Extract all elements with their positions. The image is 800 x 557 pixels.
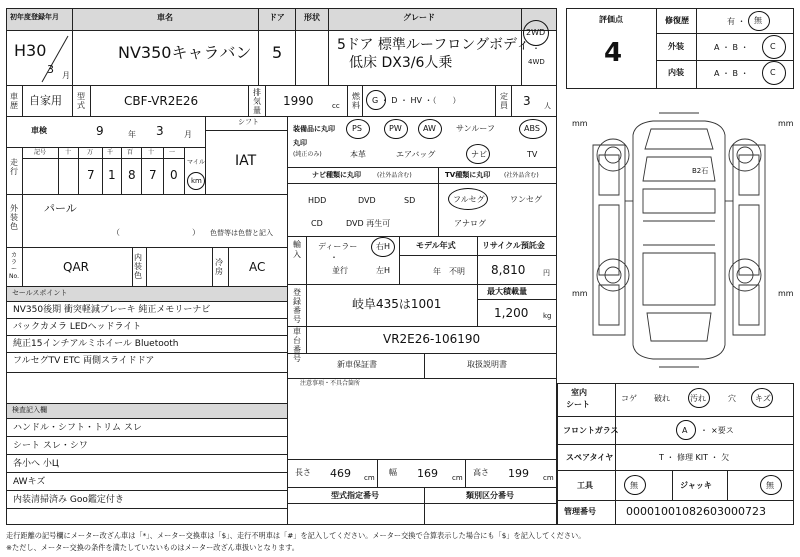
tv-title-sub: (社外品含む) bbox=[504, 172, 539, 179]
color-no: QAR bbox=[63, 260, 89, 274]
windshield-circled: A bbox=[682, 426, 688, 435]
repair-circled: 無 bbox=[754, 16, 762, 25]
ac-label: 冷房 bbox=[215, 258, 223, 276]
model: CBF-VR2E26 bbox=[124, 94, 199, 108]
equip-ps: PS bbox=[352, 124, 362, 133]
height-label: 高さ bbox=[473, 468, 489, 477]
grade-line1: 5ドア 標準ルーフロングボディ bbox=[337, 37, 530, 53]
tools-value: 無 bbox=[630, 481, 638, 490]
tv-title: TV種類に丸印 bbox=[445, 171, 491, 179]
digit-2: 1 bbox=[108, 168, 116, 182]
capacity: 3 bbox=[523, 94, 531, 108]
sheet-item-1: 破れ bbox=[654, 394, 670, 403]
import-label: 輸入 bbox=[293, 240, 301, 259]
checker-line-0: ハンドル・シフト・トリム スレ bbox=[13, 423, 142, 433]
management-value: 00001001082603000723 bbox=[626, 505, 766, 518]
spare-label: スペアタイヤ bbox=[566, 453, 614, 462]
sheet-item-4: キズ bbox=[755, 394, 771, 403]
length-label: 長さ bbox=[295, 468, 311, 477]
displacement: 1990 bbox=[283, 94, 314, 108]
notes-label: 注意事項・不具合箇所 bbox=[300, 380, 361, 387]
tv-oneseg: ワンセグ bbox=[510, 195, 542, 204]
sales-line-1: バックカメラ LEDヘッドライト bbox=[13, 322, 142, 332]
displacement-label: 排気量 bbox=[253, 88, 261, 115]
digit-4: 7 bbox=[149, 168, 157, 182]
sheet-item-3: 穴 bbox=[728, 394, 736, 403]
tools-label: 工具 bbox=[577, 481, 593, 490]
model-label: 型式 bbox=[77, 92, 85, 110]
navi-dvd-play: DVD 再生可 bbox=[346, 219, 391, 228]
length-unit: cm bbox=[364, 474, 375, 482]
yen-unit: 円 bbox=[543, 269, 550, 277]
digit-h-2: 万 bbox=[87, 149, 94, 156]
tv-analog: アナログ bbox=[454, 219, 486, 228]
inspection-label: 車検 bbox=[31, 126, 47, 135]
load: 1,200 bbox=[494, 306, 529, 320]
sheet-item-2: 汚れ bbox=[690, 394, 706, 403]
int-circled: C bbox=[770, 68, 776, 77]
registration-label: 登録番号 bbox=[293, 288, 301, 324]
tv-fullseg: フルセグ bbox=[453, 195, 485, 204]
car-damage-diagram bbox=[563, 105, 795, 375]
navi-title-sub: (社外品含む) bbox=[377, 172, 412, 179]
color-value: パール bbox=[44, 202, 77, 215]
grade-label: グレード bbox=[403, 13, 435, 22]
equip-tv: TV bbox=[527, 150, 538, 159]
length: 469 bbox=[330, 467, 351, 480]
import-dealer: ディーラー bbox=[318, 242, 358, 251]
digit-5: 0 bbox=[170, 168, 178, 182]
windshield-option: ×要ス bbox=[711, 426, 734, 435]
inspection-year: 9 bbox=[96, 124, 104, 138]
grade-line2: 低床 DX3/6人乗 bbox=[349, 55, 453, 71]
navi-cd: CD bbox=[311, 219, 323, 228]
capacity-label: 定員 bbox=[500, 92, 508, 110]
int-label: 内装 bbox=[668, 68, 684, 77]
height-unit: cm bbox=[543, 474, 554, 482]
new-car-warranty: 新車保証書 bbox=[337, 360, 377, 369]
digit-1: 7 bbox=[87, 168, 95, 182]
windshield-label: フロントガラス bbox=[563, 426, 619, 435]
equip-aw: AW bbox=[423, 124, 436, 133]
checker-label: 検査記入欄 bbox=[12, 406, 47, 414]
jack-value: 無 bbox=[766, 481, 774, 490]
int-opts: A ・ B ・ bbox=[714, 69, 749, 78]
model-year-label: モデル年式 bbox=[416, 241, 456, 250]
sales-line-3: フルセグTV ETC 両側スライドドア bbox=[13, 356, 155, 366]
ext-opts: A ・ B ・ bbox=[714, 43, 749, 52]
equip-leather: 本革 bbox=[350, 150, 366, 159]
fuel-label: 燃料 bbox=[352, 92, 360, 110]
usage: 自家用 bbox=[29, 94, 62, 107]
digit-3: 8 bbox=[128, 168, 136, 182]
drive-dot: ・ bbox=[532, 44, 540, 53]
repair-label: 修復歴 bbox=[665, 16, 689, 25]
mm-fr: mm bbox=[778, 119, 794, 128]
spare-opts: T ・ 修理 KIT ・ 欠 bbox=[659, 453, 730, 462]
capacity-unit: 人 bbox=[544, 102, 551, 110]
car-name-label: 車名 bbox=[157, 13, 173, 22]
manual: 取扱説明書 bbox=[467, 360, 507, 369]
recycle-label: リサイクル預託金 bbox=[482, 241, 545, 250]
ext-label: 外装 bbox=[668, 42, 684, 51]
color-label: 外装色 bbox=[10, 204, 18, 231]
interior-sheet-label-2: シート bbox=[566, 400, 590, 409]
km-label: km bbox=[191, 177, 202, 185]
month-unit: 月 bbox=[62, 71, 70, 80]
footer-line2: ※ただし、メーター交換の条件を満たしていないものはメーター改ざん車扱いとなります。 bbox=[6, 543, 299, 552]
checker-line-3: AWキズ bbox=[13, 477, 46, 487]
width-unit: cm bbox=[452, 474, 463, 482]
navi-sd: SD bbox=[404, 196, 416, 205]
import-dot: ・ bbox=[330, 253, 338, 262]
type-designation-label: 型式指定番号 bbox=[331, 491, 379, 500]
drive-2wd: 2WD bbox=[526, 28, 546, 37]
equip-abs: ABS bbox=[524, 124, 540, 133]
equipment-label-2: 丸印 bbox=[293, 139, 307, 147]
door-count: 5 bbox=[272, 43, 283, 62]
load-label: 最大積載量 bbox=[487, 287, 527, 296]
chassis: VR2E26-106190 bbox=[383, 332, 481, 346]
interior-sheet-label: 室内 bbox=[571, 388, 587, 397]
width: 169 bbox=[417, 467, 438, 480]
import-left: 左H bbox=[376, 266, 391, 275]
score-value: 4 bbox=[604, 38, 623, 68]
model-year: 年 不明 bbox=[433, 267, 465, 276]
equip-airbag: エアバッグ bbox=[396, 150, 436, 159]
score-label: 評価点 bbox=[599, 15, 623, 24]
sales-label: セールスポイント bbox=[12, 289, 68, 297]
equip-pw: PW bbox=[389, 124, 402, 133]
checker-line-2: 各小へ 小Ц bbox=[13, 459, 59, 469]
first-reg-label: 初年度登録年月 bbox=[10, 13, 59, 21]
digit-h-4: 百 bbox=[127, 149, 134, 156]
usage-label: 車歴 bbox=[10, 92, 18, 110]
sales-line-2: 純正15インチアルミホイール Bluetooth bbox=[13, 339, 179, 349]
mm-rr: mm bbox=[778, 289, 794, 298]
color-no-label: カラーNo. bbox=[9, 252, 19, 280]
mile-label: マイル bbox=[187, 159, 205, 166]
sales-line-0: NV350後期 衝突軽減ブレーキ 純正メモリーナビ bbox=[13, 305, 211, 315]
diagram-mark: B2石 bbox=[692, 167, 709, 175]
category-label: 類別区分番号 bbox=[466, 491, 514, 500]
repair-opts: 有 ・ bbox=[727, 17, 746, 26]
footer-line1: 走行距離の記号欄にメーター改ざん車は「*」、メーター交換車は「$」、走行不明車は「#」を記入してください。メーター交換で合算表示した場合にも「$」を記入してください。 bbox=[6, 531, 586, 540]
first-reg-month: 3 bbox=[47, 63, 54, 76]
equip-sunroof: サンルーフ bbox=[456, 124, 495, 133]
checker-line-1: シート スレ・シワ bbox=[13, 441, 88, 451]
equipment-sub: (純正のみ) bbox=[293, 151, 322, 158]
mm-fl: mm bbox=[572, 119, 588, 128]
import-right: 右H bbox=[376, 242, 391, 251]
ext-circled: C bbox=[770, 42, 776, 51]
equipment-label: 装備品に丸印 bbox=[293, 125, 335, 133]
navi-dvd: DVD bbox=[358, 196, 376, 205]
drive-4wd: 4WD bbox=[528, 58, 545, 66]
ac-value: AC bbox=[249, 260, 266, 274]
digit-h-6: 一 bbox=[169, 149, 176, 156]
management-label: 管理番号 bbox=[564, 507, 596, 516]
color-note-paren: （ ） bbox=[112, 228, 200, 237]
digit-h-5: 十 bbox=[148, 149, 155, 156]
fuel-options: G ・ D ・ HV ・（ ） bbox=[372, 96, 461, 105]
inspection-month: 3 bbox=[156, 124, 164, 138]
digit-h-0: 記号 bbox=[34, 149, 47, 156]
navi-hdd: HDD bbox=[308, 196, 327, 205]
interior-color-label: 内装色 bbox=[134, 253, 142, 280]
width-label: 幅 bbox=[389, 468, 397, 477]
recycle: 8,810 bbox=[491, 263, 526, 277]
registration: 岐阜435は1001 bbox=[352, 297, 442, 311]
import-parallel: 並行 bbox=[332, 266, 348, 275]
shape-label: 形状 bbox=[304, 13, 320, 22]
chassis-label: 車台番号 bbox=[293, 327, 301, 363]
mileage-label: 走行 bbox=[10, 158, 18, 176]
height: 199 bbox=[508, 467, 529, 480]
shift-label: シフト bbox=[238, 118, 259, 126]
first-reg-era: H30 bbox=[14, 41, 47, 60]
cc-unit: cc bbox=[332, 102, 340, 110]
shift: IAT bbox=[235, 153, 257, 169]
navi-title: ナビ種類に丸印 bbox=[312, 171, 361, 179]
sheet-item-0: コゲ bbox=[621, 394, 637, 403]
digit-h-3: 千 bbox=[107, 149, 114, 156]
color-note: 色替等は色替と記入 bbox=[210, 229, 273, 237]
jack-label: ジャッキ bbox=[680, 481, 712, 490]
kg-unit: kg bbox=[543, 312, 552, 320]
mm-rl: mm bbox=[572, 289, 588, 298]
inspection-month-unit: 月 bbox=[184, 130, 192, 139]
car-name: NV350キャラバン bbox=[118, 43, 252, 62]
door-label: ドア bbox=[269, 13, 285, 22]
windshield-dot: ・ bbox=[700, 426, 708, 435]
checker-line-4: 内装清掃済み Goo鑑定付き bbox=[13, 495, 124, 505]
digit-h-1: 十 bbox=[65, 149, 72, 156]
inspection-year-unit: 年 bbox=[128, 130, 136, 139]
equip-navi: ナビ bbox=[471, 150, 487, 159]
